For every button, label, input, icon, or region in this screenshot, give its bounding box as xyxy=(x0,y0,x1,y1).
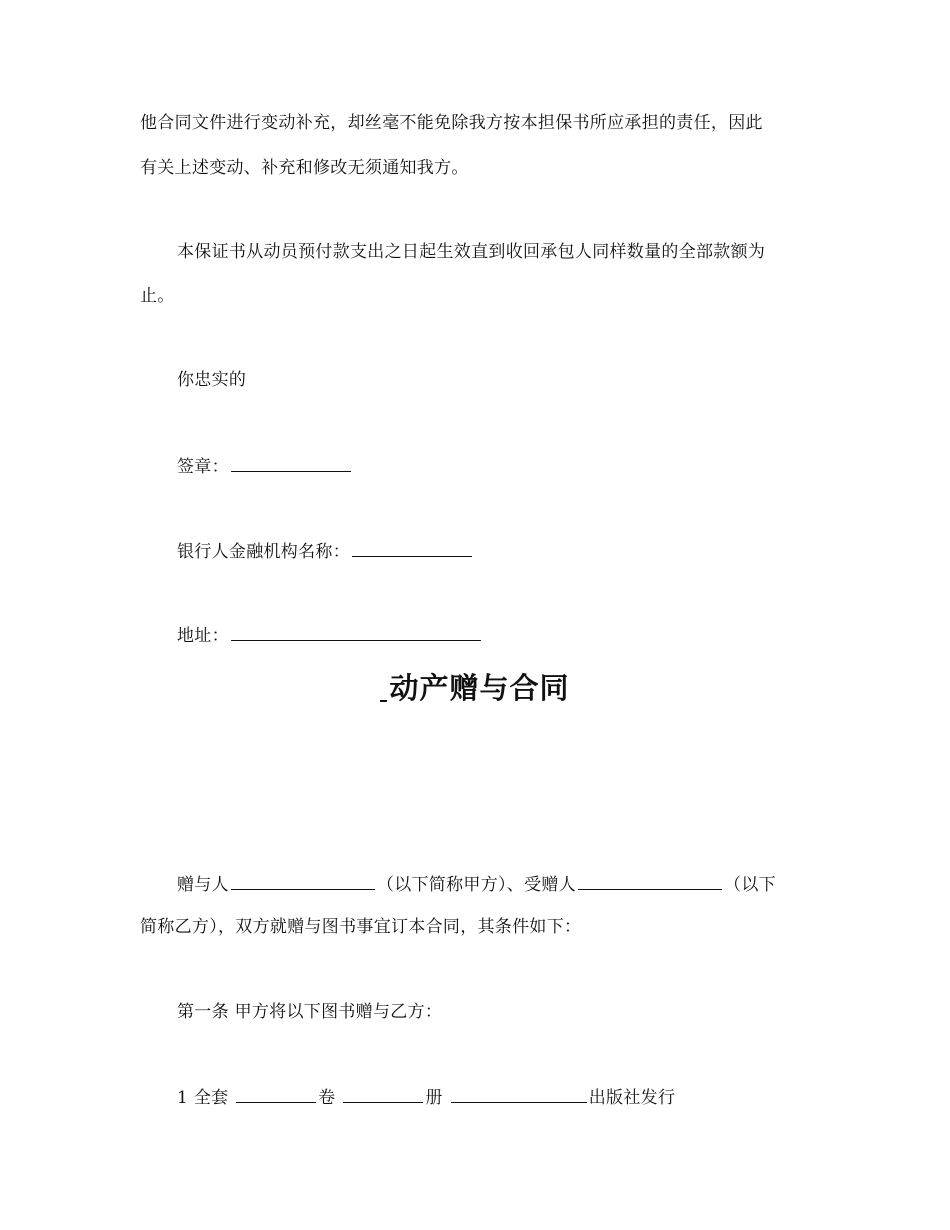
seal-label: 签章： xyxy=(177,457,229,477)
publisher-blank xyxy=(451,1086,587,1103)
contract-title-block xyxy=(0,668,950,708)
donor-blank xyxy=(231,873,375,890)
article-one: 第一条 甲方将以下图书赠与乙方： xyxy=(177,1002,443,1022)
item-prefix: 1 全套 xyxy=(177,1088,235,1108)
address-label: 地址： xyxy=(177,626,229,646)
title-mark xyxy=(380,700,387,702)
donor-label: 赠与人 xyxy=(177,875,229,895)
paragraph-line: 止。 xyxy=(140,286,175,306)
bank-name-label: 银行人金融机构名称： xyxy=(177,542,350,562)
sets-blank xyxy=(236,1086,316,1103)
closing-phrase: 你忠实的 xyxy=(177,370,247,390)
volumes-blank xyxy=(343,1086,423,1103)
address-blank xyxy=(231,624,481,641)
publisher-label: 出版社发行 xyxy=(588,1088,676,1108)
volumes-label: 卷 xyxy=(318,1088,336,1108)
paragraph-line: 简称乙方），双方就赠与图书事宜订本合同，其条件如下： xyxy=(140,917,582,937)
donee-blank xyxy=(578,873,722,890)
address-field xyxy=(177,624,483,646)
seal-field xyxy=(177,455,353,477)
bank-name-field xyxy=(177,540,474,562)
intro-middle-text: （以下简称甲方）、受赠人 xyxy=(376,875,577,895)
books-label: 册 xyxy=(425,1088,443,1108)
intro-end-text: （以下 xyxy=(724,875,776,895)
book-item-line xyxy=(177,1086,675,1108)
contract-title: 动产赠与合同 xyxy=(389,671,570,705)
contract-intro-line xyxy=(177,873,776,895)
paragraph-line: 本保证书从动员预付款支出之日起生效直到收回承包人同样数量的全部款额为 xyxy=(177,242,766,262)
bank-name-blank xyxy=(352,540,472,557)
paragraph-line: 他合同文件进行变动补充，却丝毫不能免除我方按本担保书所应承担的责任，因此 xyxy=(140,113,763,133)
paragraph-line: 有关上述变动、补充和修改无须通知我方。 xyxy=(140,158,469,178)
seal-blank xyxy=(231,455,351,472)
